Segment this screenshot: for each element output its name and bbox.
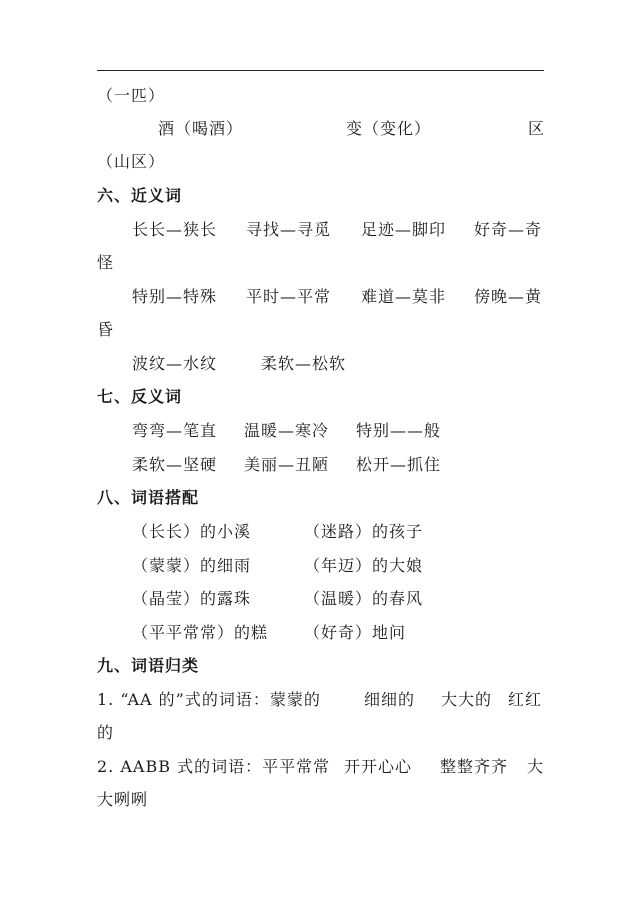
text-line-continued: 昏 xyxy=(97,320,115,339)
text-line-continued: 的 xyxy=(97,723,115,742)
header-rule xyxy=(97,70,544,71)
antonym-pair: 柔软—坚硬 xyxy=(132,455,218,474)
collocation-item: （蒙蒙）的细雨 xyxy=(132,556,252,575)
antonym-pair: 温暖—寒冷 xyxy=(244,421,330,440)
section-heading-collocations: 八、词语搭配 xyxy=(97,488,200,507)
synonym-pair: 特别—特殊 xyxy=(132,287,218,306)
synonym-pair: 平时—平常 xyxy=(246,287,332,306)
collocation-item: （迷路）的孩子 xyxy=(304,522,424,541)
classification-word: 细细的 xyxy=(364,690,416,709)
synonym-pair: 长长—狭长 xyxy=(132,220,218,239)
text-item: 酒（喝酒） xyxy=(158,119,244,138)
text-line-continued: （山区） xyxy=(97,152,166,171)
antonym-pair: 美丽—丑陋 xyxy=(244,455,330,474)
synonym-pair: 波纹—水纹 xyxy=(132,354,218,373)
collocation-item: （年迈）的大娘 xyxy=(304,556,424,575)
collocation-item: （平平常常）的糕 xyxy=(132,623,269,642)
classification-line-2: 2. AABB 式的词语：平平常常 xyxy=(97,757,331,776)
text-item: 变（变化） xyxy=(346,119,432,138)
antonym-pair: 松开—抓住 xyxy=(356,455,442,474)
classification-word: 开开心心 xyxy=(344,757,413,776)
collocation-item: （温暖）的春风 xyxy=(304,589,424,608)
text-item: 区 xyxy=(528,119,546,138)
classification-line-1: 1. “AA 的”式的词语：蒙蒙的 xyxy=(97,690,321,709)
classification-word: 整整齐齐 xyxy=(440,757,509,776)
section-heading-synonyms: 六、近义词 xyxy=(97,186,183,205)
synonym-pair: 傍晚—黄 xyxy=(474,287,543,306)
synonym-pair: 寻找—寻觅 xyxy=(246,220,332,239)
synonym-pair: 难道—莫非 xyxy=(361,287,447,306)
collocation-item: （好奇）地问 xyxy=(304,623,407,642)
section-heading-antonyms: 七、反义词 xyxy=(97,387,183,406)
antonym-pair: 弯弯—笔直 xyxy=(132,421,218,440)
collocation-item: （晶莹）的露珠 xyxy=(132,589,252,608)
classification-word: 大 xyxy=(527,757,545,776)
antonym-pair: 特别——般 xyxy=(356,421,442,440)
text-line-continued: （一匹） xyxy=(97,86,166,105)
synonym-pair: 好奇—奇 xyxy=(474,220,543,239)
classification-word: 红红 xyxy=(508,690,543,709)
text-line-continued: 怪 xyxy=(97,253,115,272)
synonym-pair: 柔软—松软 xyxy=(261,354,347,373)
section-heading-classification: 九、词语归类 xyxy=(97,656,200,675)
classification-word: 大大的 xyxy=(441,690,493,709)
synonym-pair: 足迹—脚印 xyxy=(361,220,447,239)
text-line-continued: 大咧咧 xyxy=(97,790,149,809)
collocation-item: （长长）的小溪 xyxy=(132,522,252,541)
